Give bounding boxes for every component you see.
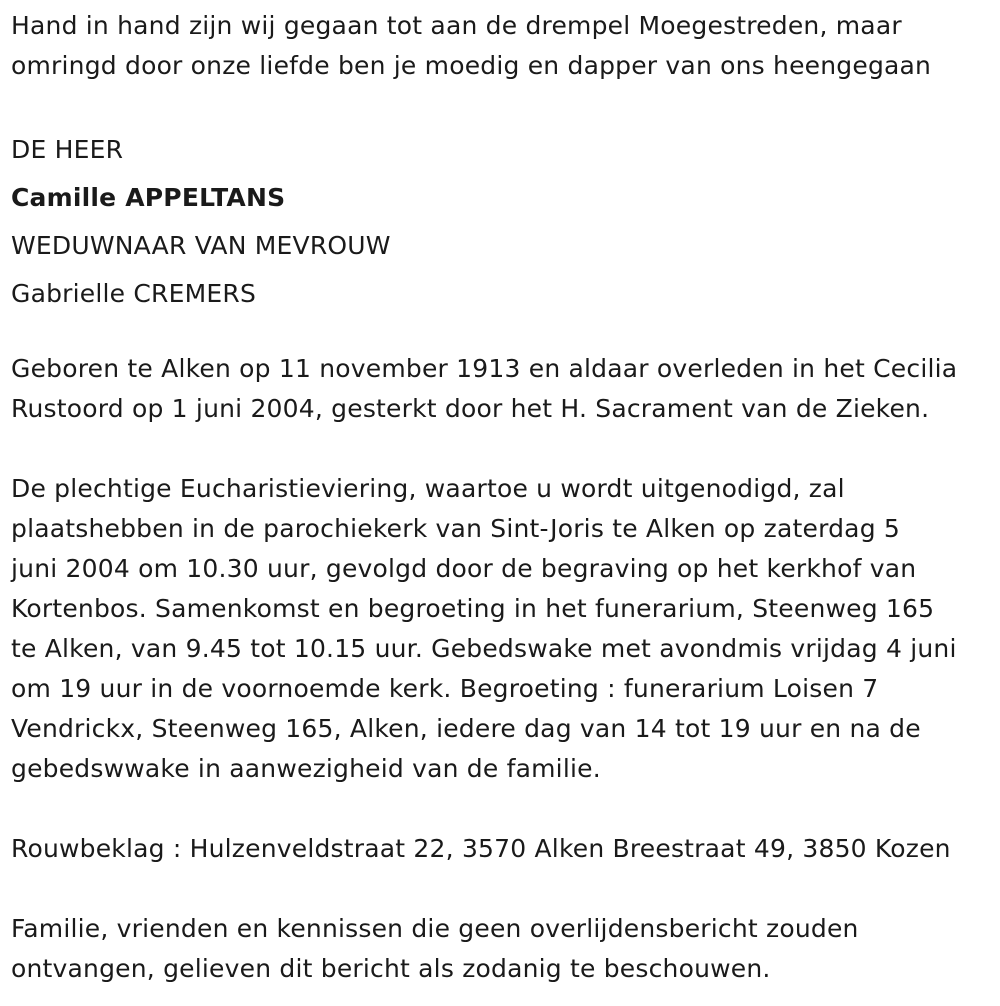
paragraph-line: Rouwbeklag : Hulzenveldstraat 22, 3570 Alken Breestraat 49, 3850 Kozen [11,834,951,863]
paragraph-line: om 19 uur in de voornoemde kerk. Begroeting : funerarium Loisen 7 [11,674,879,703]
paragraph-line: ontvangen, gelieven dit bericht als zodanig te beschouwen. [11,954,771,983]
title-prefix: DE HEER [11,135,124,164]
paragraph-line: Familie, vrienden en kennissen die geen overlijdensbericht zouden [11,914,859,943]
paragraph-line: juni 2004 om 10.30 uur, gevolgd door de begraving op het kerkhof van [11,554,917,583]
paragraph-line: De plechtige Eucharistieviering, waartoe u wordt uitgenodigd, zal [11,474,845,503]
closing-paragraph [11,909,996,989]
intro-verse [11,6,996,86]
paragraph-line: Kortenbos. Samenkomst en begroeting in het funerarium, Steenweg 165 [11,594,935,623]
paragraph-line: Vendrickx, Steenweg 165, Alken, iedere dag van 14 tot 19 uur en na de [11,714,921,743]
paragraph-line: Rustoord op 1 juni 2004, gesterkt door het H. Sacrament van de Zieken. [11,394,930,423]
condolences-paragraph [11,829,996,869]
deceased-heading [11,126,996,318]
paragraph-line: Geboren te Alken op 11 november 1913 en aldaar overleden in het Cecilia [11,354,958,383]
deceased-name: Camille APPELTANS [11,183,286,212]
ceremony-paragraph [11,469,996,789]
intro-line: Hand in hand zijn wij gegaan tot aan de drempel Moegestreden, maar [11,11,902,40]
birth-death-paragraph [11,349,996,429]
paragraph-line: te Alken, van 9.45 tot 10.15 uur. Gebedswake met avondmis vrijdag 4 juni [11,634,957,663]
paragraph-line: plaatshebben in de parochiekerk van Sint-Joris te Alken op zaterdag 5 [11,514,901,543]
spouse-name: Gabrielle CREMERS [11,279,257,308]
obituary-document [11,6,996,989]
intro-line: omringd door onze liefde ben je moedig en dapper van ons heengegaan [11,51,932,80]
paragraph-line: gebedswwake in aanwezigheid van de familie. [11,754,601,783]
relation-label: WEDUWNAAR VAN MEVROUW [11,231,391,260]
